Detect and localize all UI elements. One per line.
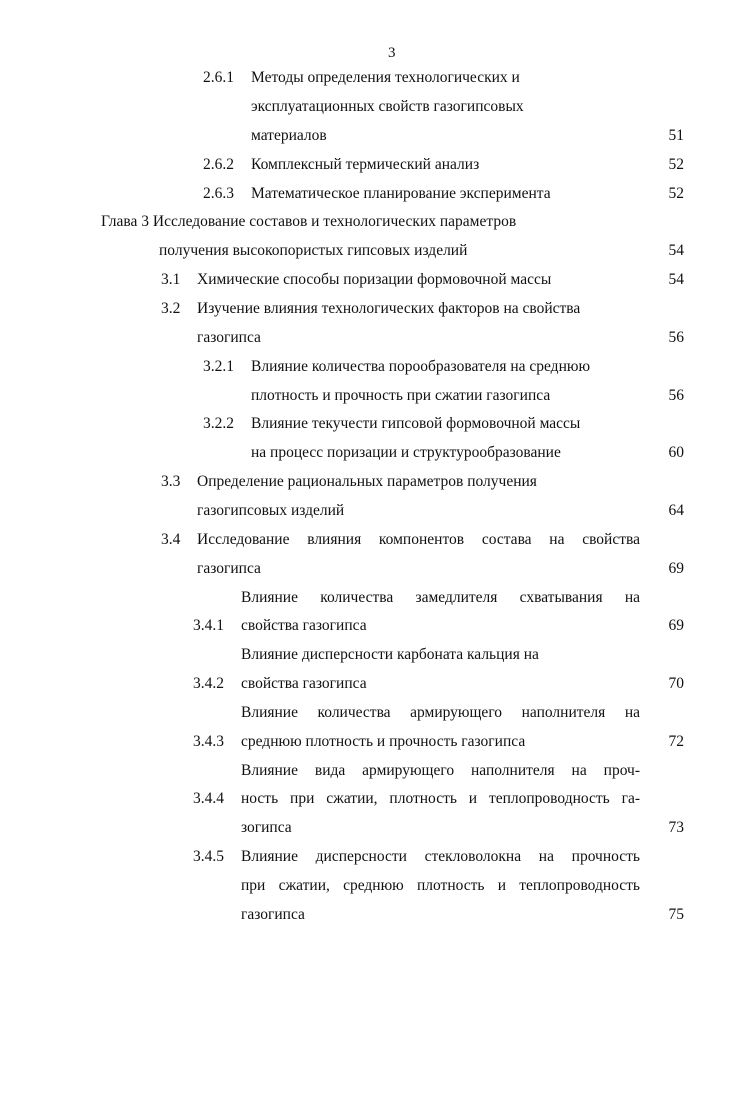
toc-entry-page: 75 — [668, 906, 684, 923]
toc-entry-title-line: газогипса — [197, 329, 261, 346]
toc-entry-number: 3.4 — [161, 531, 181, 548]
toc-entry-number: 3.2 — [161, 300, 181, 317]
toc-entry-number: 2.6.3 — [203, 185, 234, 202]
toc-entry-title-line: Влияние количества порообразователя на среднюю — [251, 358, 591, 375]
toc-entry-number: 3.4.3 — [193, 733, 224, 750]
toc-entry-number: 3.4.5 — [193, 848, 224, 865]
toc-entry-title-line: газогипсовых изделий — [197, 502, 345, 519]
toc-entry-title-line: ность при сжатии, плотность и теплопроводность га- — [241, 790, 640, 807]
toc-entry-title-line: Влияние дисперсности карбоната кальция на — [241, 646, 539, 663]
toc-entry-title-line: Методы определения технологических и — [251, 69, 520, 86]
toc-entry-number: 3.1 — [161, 271, 181, 288]
toc-entry-title-line: Влияние дисперсности стекловолокна на прочность — [241, 848, 640, 865]
toc-entry-title-line: свойства газогипса — [241, 675, 367, 692]
toc-entry-page: 69 — [668, 560, 684, 577]
toc-entry-title-line: газогипса — [241, 906, 305, 923]
toc-entry-page: 60 — [668, 444, 684, 461]
toc-entry-page: 54 — [668, 242, 684, 259]
toc-entry-number: 3.4.2 — [193, 675, 224, 692]
toc-entry-title-line: Определение рациональных параметров получения — [197, 473, 537, 490]
toc-entry-title-line: Изучение влияния технологических факторов на свойства — [197, 300, 581, 317]
toc-entry-title-line: Влияние вида армирующего наполнителя на проч- — [241, 762, 640, 779]
toc-entry-title-line: на процесс поризации и структурообразование — [251, 444, 561, 461]
page-number: 3 — [388, 45, 396, 61]
toc-entry-title-line: Комплексный термический анализ — [251, 156, 480, 173]
toc-entry-number: 2.6.1 — [203, 69, 234, 86]
toc-entry-title-line: Математическое планирование эксперимента — [251, 185, 551, 202]
toc-entry-page: 64 — [668, 502, 684, 519]
toc-entry-title-line: Влияние количества замедлителя схватывания на — [241, 589, 640, 606]
toc-entry-title-line: Исследование влияния компонентов состава на свойства — [197, 531, 640, 548]
toc-entry-number: 3.4.4 — [193, 790, 224, 807]
toc-entry-page: 52 — [668, 156, 684, 173]
toc-entry-title-line: плотность и прочность при сжатии газогипса — [251, 387, 551, 404]
toc-entry-number: 3.2.1 — [203, 358, 234, 375]
toc-entry-title-line: материалов — [251, 127, 327, 144]
toc-entry-number: 2.6.2 — [203, 156, 234, 173]
toc-entry-title-line: при сжатии, среднюю плотность и теплопроводность — [241, 877, 640, 894]
toc-entry-page: 56 — [668, 387, 684, 404]
toc-entry-title-line: эксплуатационных свойств газогипсовых — [251, 98, 524, 115]
toc-chapter-title-line: Глава 3 Исследование составов и технологических параметров — [101, 213, 517, 230]
toc-entry-page: 70 — [668, 675, 684, 692]
toc-entry-title-line: Химические способы поризации формовочной массы — [197, 271, 552, 288]
toc-entry-page: 51 — [668, 127, 684, 144]
toc-chapter-title-line: получения высокопористых гипсовых изделий — [159, 242, 468, 259]
toc-entry-title-line: зогипса — [241, 819, 292, 836]
toc-entry-page: 52 — [668, 185, 684, 202]
toc-entry-title-line: среднюю плотность и прочность газогипса — [241, 733, 526, 750]
toc-entry-page: 72 — [668, 733, 684, 750]
toc-entry-page: 69 — [668, 617, 684, 634]
toc-entry-number: 3.4.1 — [193, 617, 224, 634]
toc-entry-page: 54 — [668, 271, 684, 288]
toc-entry-number: 3.3 — [161, 473, 181, 490]
toc-entry-page: 56 — [668, 329, 684, 346]
toc-entry-page: 73 — [668, 819, 684, 836]
toc-entry-title-line: Влияние количества армирующего наполнителя на — [241, 704, 640, 721]
toc-entry-title-line: газогипса — [197, 560, 261, 577]
toc-entry-title-line: свойства газогипса — [241, 617, 367, 634]
toc-entry-title-line: Влияние текучести гипсовой формовочной массы — [251, 415, 581, 432]
toc-entry-number: 3.2.2 — [203, 415, 234, 432]
